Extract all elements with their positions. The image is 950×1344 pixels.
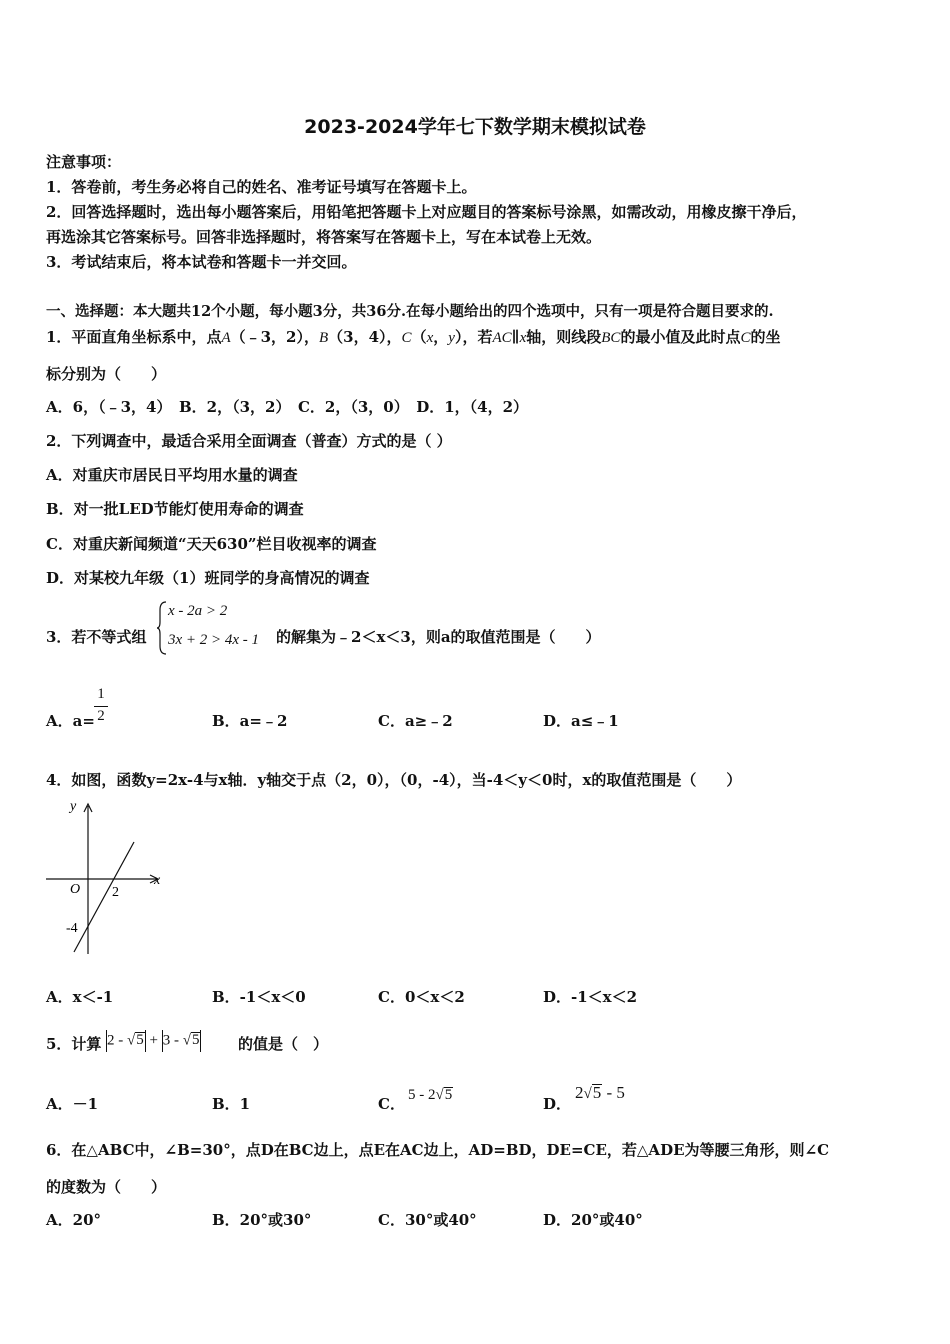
q2-option-c: C．对重庆新闻频道“天天630”栏目收视率的调查 — [46, 535, 377, 553]
inequality-1: x - 2a > 2 — [168, 603, 228, 619]
q4-option-b: B．-1＜x＜0 — [212, 988, 306, 1006]
q4-stem: 4．如图，函数y=2x-4与x轴．y轴交于点（2，0），（0，-4），当-4＜y＜0时，x的取值范围是（ ） — [46, 771, 742, 789]
q4-option-c: C．0＜x＜2 — [378, 988, 465, 1006]
q2-option-a: A．对重庆市居民日平均用水量的调查 — [46, 466, 298, 484]
q5-option-b: B．1 — [212, 1095, 251, 1113]
q6-stem: 6．在△ABC中，∠B=30°，点D在BC边上，点E在AC边上，AD=BD，DE=CE，若△ADE为等腰三角形，则∠C — [46, 1141, 830, 1159]
inequality-brace — [156, 600, 168, 656]
origin-label: O — [70, 882, 81, 897]
q2-stem: 2．下列调查中，最适合采用全面调查（普查）方式的是（ ） — [46, 432, 452, 450]
q1-options: A．6，（﹣3，4） B．2，（3，2） C．2，（3，0） D．1，（4，2） — [46, 398, 529, 416]
function-line — [74, 842, 134, 952]
q3-option-d: D．a≤﹣1 — [543, 712, 619, 730]
notice-item-3: 3．考试结束后，将本试卷和答题卡一并交回。 — [46, 253, 357, 271]
x-axis-label: x — [154, 873, 161, 888]
q2-option-b: B．对一批LED节能灯使用寿命的调查 — [46, 500, 304, 518]
q6-stem-cont: 的度数为（ ） — [46, 1178, 167, 1196]
q4-option-a: A．x＜-1 — [46, 988, 114, 1006]
q5-option-c-expr: 5 - 2√5 — [408, 1087, 453, 1103]
notice-item-2-cont: 再选涂其它答案标号。回答非选择题时，将答案写在答题卡上，写在本试卷上无效。 — [46, 228, 602, 246]
q5-stem-end: 的值是（ ） — [238, 1035, 329, 1053]
q3-stem-end: 的解集为﹣2＜x＜3，则a的取值范围是（ ） — [276, 628, 601, 646]
q3-option-b: B．a=﹣2 — [212, 712, 288, 730]
q3-option-a: A．a= — [46, 712, 95, 730]
notice-heading: 注意事项： — [46, 153, 122, 171]
notice-item-1: 1．答卷前，考生务必将自己的姓名、准考证号填写在答题卡上。 — [46, 178, 477, 196]
page-title: 2023-2024学年七下数学期末模拟试卷 — [304, 116, 646, 138]
q1-stem: 1．平面直角坐标系中，点A（﹣3，2），B（3，4），C（x，y），若AC∥x轴，则线段BC的最小值及此时点C的坐 — [46, 328, 781, 346]
x-intercept-label: 2 — [112, 885, 119, 900]
q5-option-a: A．－1 — [46, 1095, 99, 1113]
q5-stem-start: 5．计算 — [46, 1035, 102, 1053]
y-axis-label: y — [70, 799, 77, 814]
q5-option-c-label: C． — [378, 1095, 405, 1113]
q2-option-d: D．对某校九年级（1）班同学的身高情况的调查 — [46, 569, 370, 587]
y-intercept-label: -4 — [66, 921, 78, 936]
q4-option-d: D．-1＜x＜2 — [543, 988, 638, 1006]
q6-option-a: A．20° — [46, 1211, 102, 1229]
q6-option-b: B．20°或30° — [212, 1211, 312, 1229]
section-heading: 一、选择题：本大题共12个小题，每小题3分，共36分.在每小题给出的四个选项中，只有一项是符合题目要求的. — [46, 303, 774, 320]
q6-option-c: C．30°或40° — [378, 1211, 477, 1229]
inequality-2: 3x + 2 > 4x - 1 — [168, 632, 260, 648]
q5-option-d-label: D． — [543, 1095, 572, 1113]
q3-option-c: C．a≥﹣2 — [378, 712, 453, 730]
q3-stem-start: 3．若不等式组 — [46, 628, 147, 646]
q5-option-d-expr: 2√5 - 5 — [575, 1083, 625, 1102]
q1-stem-cont: 标分别为（ ） — [46, 365, 167, 383]
absolute-value-expression: 2 - √5 + 3 - √5 — [106, 1030, 201, 1052]
q6-option-d: D．20°或40° — [543, 1211, 643, 1229]
linear-function-graph — [44, 796, 168, 958]
notice-item-2: 2．回答选择题时，选出每小题答案后，用铅笔把答题卡上对应题目的答案标号涂黑，如需改动，用橡皮擦干净后， — [46, 203, 807, 221]
